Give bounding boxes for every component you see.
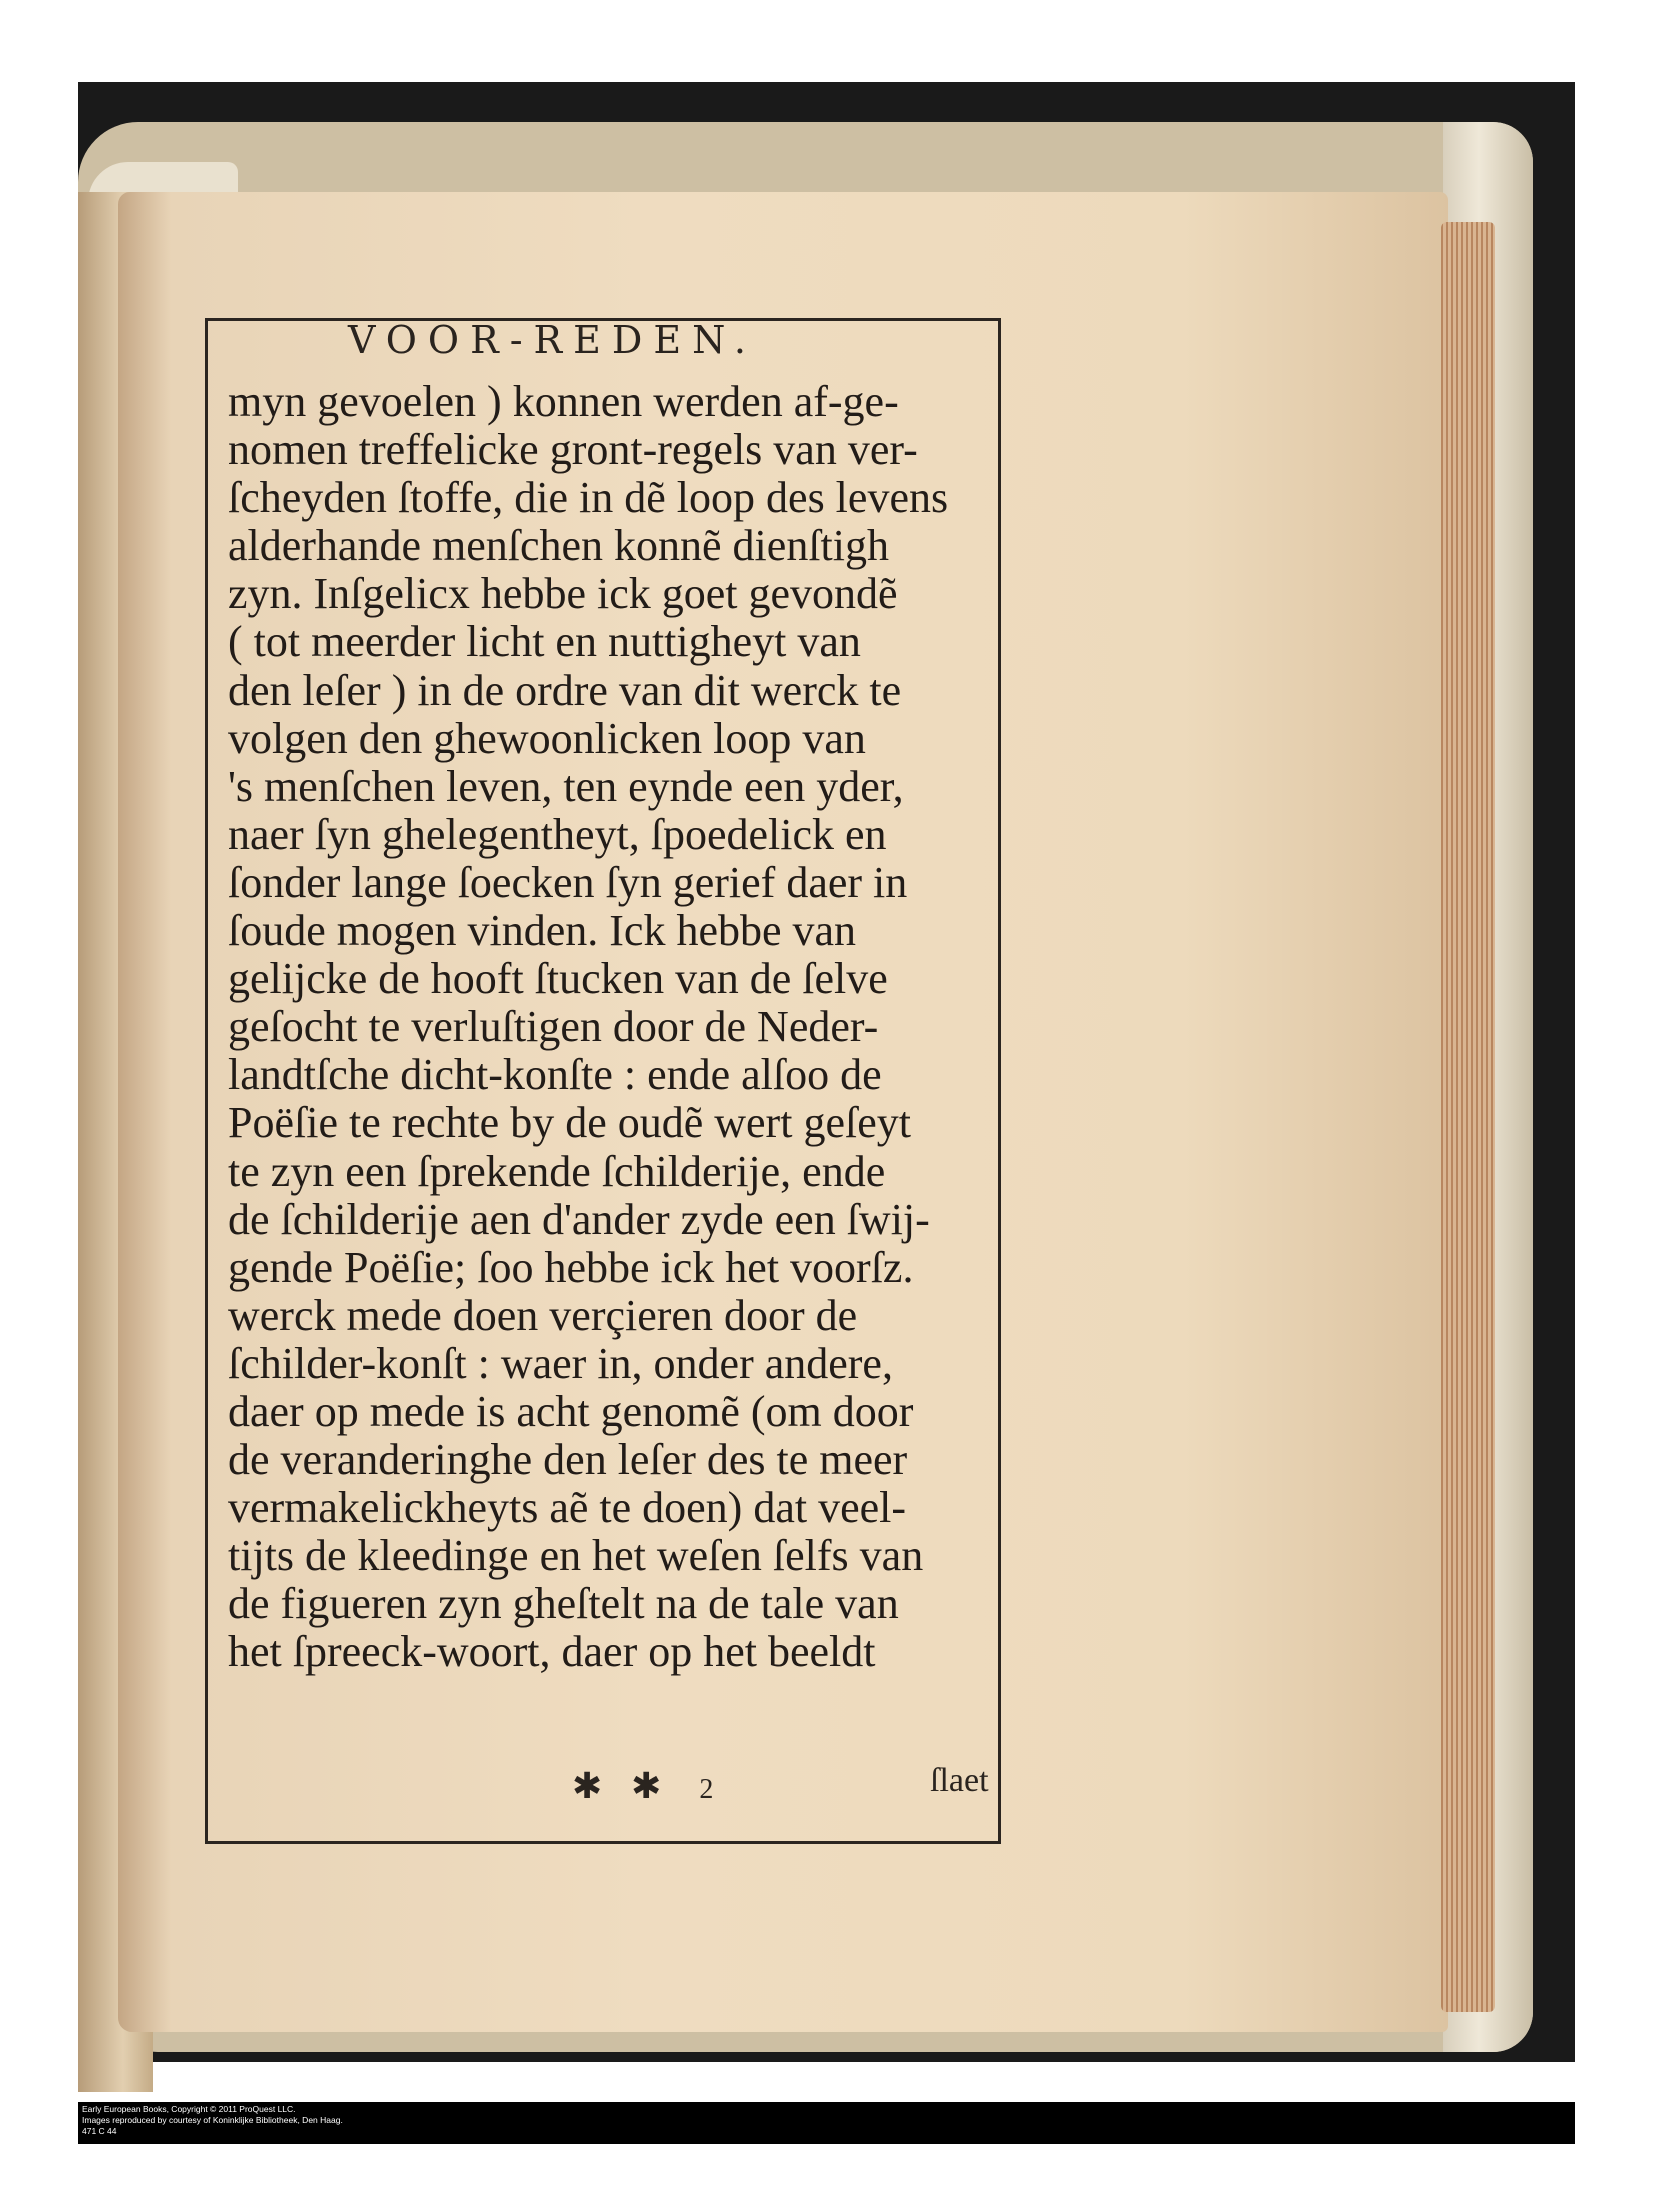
text-line: tijts de kleedinge en het weſen ſelfs van (228, 1531, 924, 1581)
page-edges (1441, 222, 1495, 2012)
text-line: daer op mede is acht genomẽ (om door (228, 1386, 914, 1436)
text-line: alderhande menſchen konnẽ dienſtigh (228, 521, 889, 571)
copyright-footer (78, 2102, 1575, 2144)
text-line: de figueren zyn gheſtelt na de tale van (228, 1579, 899, 1629)
text-line: myn gevoelen ) konnen werden af-ge- (228, 377, 899, 426)
signature-mark (572, 1765, 713, 1807)
body-text (228, 378, 998, 1677)
text-line: geſocht te verluſtigen door de Neder- (228, 1002, 879, 1052)
running-header: VOOR-REDEN. (348, 318, 757, 362)
text-line: ſchilder-konſt : waer in, onder andere, (228, 1338, 893, 1388)
text-line: ſonder lange ſoecken ſyn gerief daer in (228, 857, 908, 907)
text-line: landtſche dicht-konſte : ende alſoo de (228, 1050, 882, 1100)
text-line: vermakelickheyts aẽ te doen) dat veel- (228, 1483, 907, 1533)
footer-line-copyright: Early European Books, Copyright © 2011 ProQuest LLC. (82, 2104, 296, 2114)
text-line: de ſchilderije aen d'ander zyde een ſwij- (228, 1194, 930, 1244)
text-line: nomen treffelicke gront-regels van ver- (228, 425, 918, 475)
catchword: ſlaet (930, 1762, 989, 1799)
signature-stars: ✱ ✱ (572, 1766, 672, 1806)
text-line: 's menſchen leven, ten eynde een yder, (228, 761, 904, 811)
text-line: ſcheyden ſtoffe, die in dẽ loop des levens (228, 473, 949, 523)
text-line: zyn. Inſgelicx hebbe ick goet gevondẽ (228, 569, 898, 619)
text-line: de veranderinghe den leſer des te meer (228, 1435, 908, 1485)
text-line: ſoude mogen vinden. Ick hebbe van (228, 906, 857, 956)
text-line: gende Poëſie; ſoo hebbe ick het voorſz. (228, 1242, 914, 1292)
text-line: gelijcke de hooft ſtucken van de ſelve (228, 954, 888, 1004)
text-line: werck mede doen verçieren door de (228, 1290, 858, 1340)
footer-line-shelfmark: 471 C 44 (82, 2126, 117, 2136)
text-line: Poëſie te rechte by de oudẽ wert geſeyt (228, 1098, 911, 1148)
text-line: het ſpreeck-woort, daer op het beeldt (228, 1627, 876, 1677)
text-line: naer ſyn ghelegentheyt, ſpoedelick en (228, 809, 887, 859)
text-line: ( tot meerder licht en nuttigheyt van (228, 617, 861, 667)
text-line: volgen den ghewoonlicken loop van (228, 713, 866, 763)
footer-line-courtesy: Images reproduced by courtesy of Koninklijke Bibliotheek, Den Haag. (82, 2115, 343, 2125)
signature-number: 2 (699, 1774, 714, 1805)
text-line: den leſer ) in de ordre van dit werck te (228, 665, 902, 715)
text-line: te zyn een ſprekende ſchilderije, ende (228, 1146, 886, 1196)
